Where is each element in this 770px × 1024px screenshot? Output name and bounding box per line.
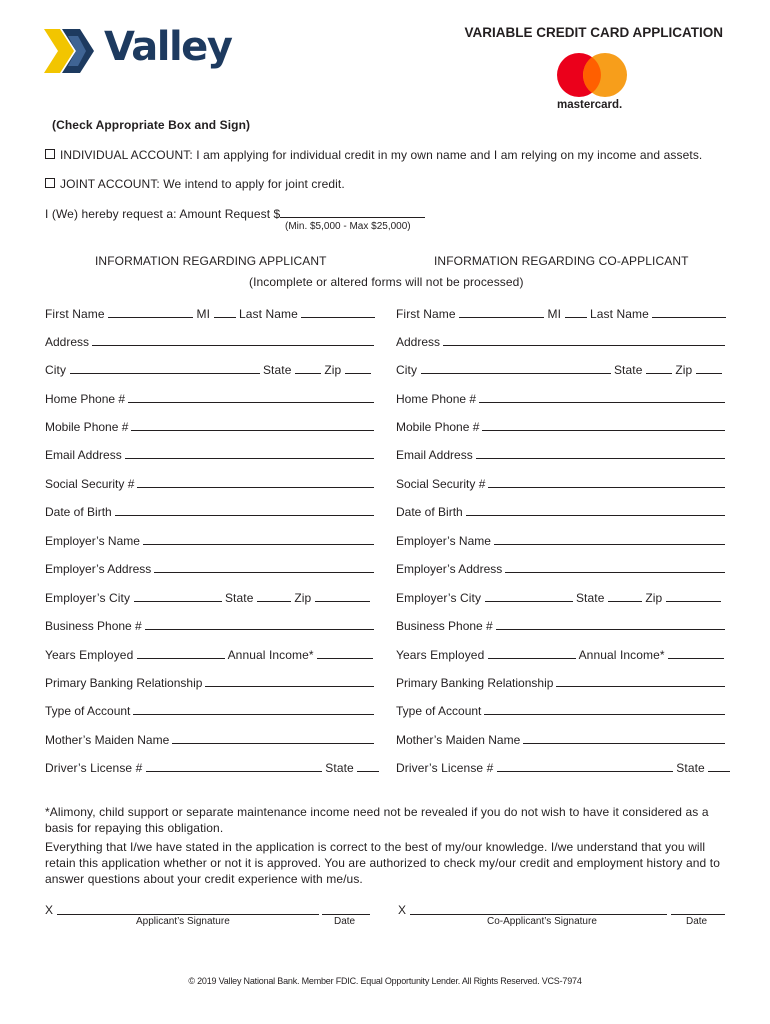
applicant-ssn-row[interactable] xyxy=(45,477,374,491)
coapplicant-mobile-phone-field[interactable] xyxy=(482,420,725,431)
zip-label: Zip xyxy=(645,591,663,605)
applicant-employer-zip-field[interactable] xyxy=(315,591,370,602)
coapplicant-date-caption: Date xyxy=(686,916,708,927)
coapplicant-address-row[interactable] xyxy=(396,335,725,349)
state-label: State xyxy=(224,591,254,605)
maiden-name-label: Mother’s Maiden Name xyxy=(45,733,170,747)
first-name-label: First Name xyxy=(396,307,456,321)
check-and-sign-instruction: (Check Appropriate Box and Sign) xyxy=(52,118,251,132)
coapplicant-business-phone-field[interactable] xyxy=(496,619,725,630)
applicant-mobile-phone-row[interactable] xyxy=(45,420,374,434)
coapplicant-city-row xyxy=(396,363,722,377)
applicant-home-phone-row[interactable] xyxy=(45,392,374,406)
coapplicant-name-row xyxy=(396,307,726,321)
coapplicant-dob-row[interactable] xyxy=(396,505,725,519)
employer-address-label: Employer’s Address xyxy=(396,562,503,576)
applicant-heading: INFORMATION REGARDING APPLICANT xyxy=(95,254,327,268)
last-name-label: Last Name xyxy=(589,307,649,321)
coapplicant-x-mark: X xyxy=(398,903,407,917)
applicant-employer-state-field[interactable] xyxy=(257,591,291,602)
applicant-maiden-name-field[interactable] xyxy=(172,733,374,744)
coapplicant-employer-name-field[interactable] xyxy=(494,534,725,545)
applicant-primary-banking-field[interactable] xyxy=(205,676,374,687)
valley-logo xyxy=(44,24,232,78)
coapplicant-email-row[interactable] xyxy=(396,448,725,462)
applicant-business-phone-row[interactable] xyxy=(45,619,374,633)
amount-limits-note: (Min. $5,000 - Max $25,000) xyxy=(285,221,411,232)
ssn-label: Social Security # xyxy=(396,477,486,491)
applicant-license-field[interactable] xyxy=(146,761,322,772)
drivers-license-label: Driver’s License # xyxy=(396,761,494,775)
applicant-dob-field[interactable] xyxy=(115,505,374,516)
city-label: City xyxy=(45,363,67,377)
applicant-zip-field[interactable] xyxy=(345,363,371,374)
applicant-mobile-phone-field[interactable] xyxy=(131,420,374,431)
coapplicant-signature-line[interactable] xyxy=(410,914,667,915)
agreement-disclosure: Everything that I/we have stated in the application is correct to the best of my/our knowledge. I/we understand that you will retain this application whether or not it is approved. You are authorized to check my/our credit and employment history and to answer questions about your credit experience with me/us. xyxy=(45,840,720,886)
applicant-city-row xyxy=(45,363,371,377)
coapplicant-ssn-row[interactable] xyxy=(396,477,725,491)
coapplicant-license-state-field[interactable] xyxy=(708,761,730,772)
zip-label: Zip xyxy=(675,363,693,377)
applicant-signature-caption: Applicant’s Signature xyxy=(136,916,230,927)
dob-label: Date of Birth xyxy=(45,505,112,519)
applicant-name-row xyxy=(45,307,375,321)
coapplicant-last-name-field[interactable] xyxy=(652,307,726,318)
drivers-license-label: Driver’s License # xyxy=(45,761,143,775)
coapplicant-home-phone-field[interactable] xyxy=(479,392,725,403)
individual-account-checkbox[interactable] xyxy=(45,149,55,159)
coapplicant-signature-caption: Co-Applicant’s Signature xyxy=(487,916,597,927)
applicant-primary-banking-row[interactable] xyxy=(45,676,374,690)
coapplicant-address-field[interactable] xyxy=(443,335,725,346)
home-phone-label: Home Phone # xyxy=(396,392,477,406)
coapplicant-account-type-row[interactable] xyxy=(396,704,725,718)
coapplicant-employer-address-field[interactable] xyxy=(505,562,725,573)
state-label: State xyxy=(262,363,292,377)
applicant-employment-row xyxy=(45,648,373,662)
applicant-maiden-name-row[interactable] xyxy=(45,733,374,747)
footer-legal: © 2019 Valley National Bank. Member FDIC. Equal Opportunity Lender. All Rights Reserved. VCS-7974 xyxy=(188,976,582,986)
joint-account-option[interactable] xyxy=(45,177,345,191)
applicant-license-state-field[interactable] xyxy=(357,761,379,772)
email-label: Email Address xyxy=(396,448,473,462)
employer-city-label: Employer’s City xyxy=(45,591,131,605)
employer-name-label: Employer’s Name xyxy=(45,534,140,548)
applicant-email-field[interactable] xyxy=(125,448,374,459)
type-of-account-label: Type of Account xyxy=(396,704,482,718)
state-label: State xyxy=(613,363,643,377)
employer-city-label: Employer’s City xyxy=(396,591,482,605)
applicant-email-row[interactable] xyxy=(45,448,374,462)
applicant-employer-address-row[interactable] xyxy=(45,562,374,576)
coapplicant-state-field[interactable] xyxy=(646,363,672,374)
coapplicant-maiden-name-field[interactable] xyxy=(523,733,725,744)
annual-income-label: Annual Income* xyxy=(578,648,665,662)
coapplicant-employer-city-row xyxy=(396,591,721,605)
state-label: State xyxy=(676,761,705,775)
applicant-license-row xyxy=(45,761,379,775)
joint-account-label: JOINT ACCOUNT: We intend to apply for joint credit. xyxy=(60,177,345,191)
joint-account-checkbox[interactable] xyxy=(45,178,55,188)
amount-request-field[interactable] xyxy=(280,207,425,218)
business-phone-label: Business Phone # xyxy=(396,619,493,633)
coapplicant-years-employed-field[interactable] xyxy=(488,648,576,659)
applicant-business-phone-field[interactable] xyxy=(145,619,374,630)
alimony-disclosure: *Alimony, child support or separate maintenance income need not be revealed if you do not wish to have it considered as a basis for repaying this obligation. xyxy=(45,805,709,835)
applicant-account-type-field[interactable] xyxy=(133,704,374,715)
mi-label: MI xyxy=(196,307,211,321)
applicant-ssn-field[interactable] xyxy=(137,477,374,488)
state-label: State xyxy=(575,591,605,605)
zip-label: Zip xyxy=(324,363,342,377)
state-label: State xyxy=(325,761,354,775)
coapplicant-city-field[interactable] xyxy=(421,363,611,374)
applicant-employer-city-row xyxy=(45,591,370,605)
annual-income-label: Annual Income* xyxy=(227,648,314,662)
coapplicant-heading: INFORMATION REGARDING CO-APPLICANT xyxy=(434,254,689,268)
coapplicant-employer-city-field[interactable] xyxy=(485,591,573,602)
valley-chevron-icon xyxy=(44,26,100,76)
individual-account-label: INDIVIDUAL ACCOUNT: I am applying for individual credit in my own name and I am relying on my income and assets. xyxy=(60,148,703,162)
mastercard-circles-icon xyxy=(550,52,636,100)
address-label: Address xyxy=(45,335,90,349)
primary-banking-label: Primary Banking Relationship xyxy=(45,676,203,690)
home-phone-label: Home Phone # xyxy=(45,392,126,406)
coapplicant-employer-address-row[interactable] xyxy=(396,562,725,576)
business-phone-label: Business Phone # xyxy=(45,619,142,633)
primary-banking-label: Primary Banking Relationship xyxy=(396,676,554,690)
incomplete-forms-note: (Incomplete or altered forms will not be processed) xyxy=(249,275,524,289)
coapplicant-ssn-field[interactable] xyxy=(488,477,725,488)
address-label: Address xyxy=(396,335,441,349)
coapplicant-primary-banking-field[interactable] xyxy=(556,676,725,687)
amount-request-row xyxy=(45,207,425,221)
coapplicant-employer-name-row[interactable] xyxy=(396,534,725,548)
applicant-dob-row[interactable] xyxy=(45,505,374,519)
coapplicant-maiden-name-row[interactable] xyxy=(396,733,725,747)
applicant-employer-address-field[interactable] xyxy=(154,562,374,573)
coapplicant-employment-row xyxy=(396,648,724,662)
coapplicant-mobile-phone-row[interactable] xyxy=(396,420,725,434)
coapplicant-zip-field[interactable] xyxy=(696,363,722,374)
mobile-phone-label: Mobile Phone # xyxy=(45,420,129,434)
mastercard-logo xyxy=(550,52,636,114)
coapplicant-license-row xyxy=(396,761,730,775)
coapplicant-email-field[interactable] xyxy=(476,448,725,459)
coapplicant-license-field[interactable] xyxy=(497,761,673,772)
mobile-phone-label: Mobile Phone # xyxy=(396,420,480,434)
years-employed-label: Years Employed xyxy=(396,648,485,662)
years-employed-label: Years Employed xyxy=(45,648,134,662)
email-label: Email Address xyxy=(45,448,122,462)
coapplicant-date-line[interactable] xyxy=(671,914,725,915)
coapplicant-primary-banking-row[interactable] xyxy=(396,676,725,690)
form-title: VARIABLE CREDIT CARD APPLICATION xyxy=(464,25,723,40)
coapplicant-dob-field[interactable] xyxy=(466,505,725,516)
applicant-account-type-row[interactable] xyxy=(45,704,374,718)
applicant-years-employed-field[interactable] xyxy=(137,648,225,659)
applicant-address-field[interactable] xyxy=(92,335,374,346)
applicant-employer-name-field[interactable] xyxy=(143,534,374,545)
dob-label: Date of Birth xyxy=(396,505,463,519)
applicant-x-mark: X xyxy=(45,903,54,917)
applicant-first-name-field[interactable] xyxy=(108,307,193,318)
city-label: City xyxy=(396,363,418,377)
zip-label: Zip xyxy=(294,591,312,605)
maiden-name-label: Mother’s Maiden Name xyxy=(396,733,521,747)
coapplicant-employer-zip-field[interactable] xyxy=(666,591,721,602)
amount-request-label: I (We) hereby request a: Amount Request $ xyxy=(45,207,281,221)
mi-label: MI xyxy=(547,307,562,321)
last-name-label: Last Name xyxy=(238,307,298,321)
applicant-date-line[interactable] xyxy=(322,914,370,915)
coapplicant-business-phone-row[interactable] xyxy=(396,619,725,633)
employer-address-label: Employer’s Address xyxy=(45,562,152,576)
applicant-employer-city-field[interactable] xyxy=(134,591,222,602)
ssn-label: Social Security # xyxy=(45,477,135,491)
first-name-label: First Name xyxy=(45,307,105,321)
coapplicant-home-phone-row[interactable] xyxy=(396,392,725,406)
brand-name: Valley xyxy=(104,24,232,70)
applicant-mi-field[interactable] xyxy=(214,307,236,318)
applicant-date-caption: Date xyxy=(334,916,356,927)
applicant-employer-name-row[interactable] xyxy=(45,534,374,548)
coapplicant-account-type-field[interactable] xyxy=(484,704,725,715)
applicant-state-field[interactable] xyxy=(295,363,321,374)
type-of-account-label: Type of Account xyxy=(45,704,131,718)
coapplicant-annual-income-field[interactable] xyxy=(668,648,724,659)
applicant-home-phone-field[interactable] xyxy=(128,392,374,403)
applicant-city-field[interactable] xyxy=(70,363,260,374)
applicant-address-row[interactable] xyxy=(45,335,374,349)
applicant-signature-line[interactable] xyxy=(57,914,319,915)
coapplicant-first-name-field[interactable] xyxy=(459,307,544,318)
mastercard-wordmark: mastercard. xyxy=(557,99,623,111)
individual-account-option[interactable] xyxy=(45,148,702,162)
applicant-annual-income-field[interactable] xyxy=(317,648,373,659)
employer-name-label: Employer’s Name xyxy=(396,534,491,548)
applicant-last-name-field[interactable] xyxy=(301,307,375,318)
coapplicant-mi-field[interactable] xyxy=(565,307,587,318)
coapplicant-employer-state-field[interactable] xyxy=(608,591,642,602)
